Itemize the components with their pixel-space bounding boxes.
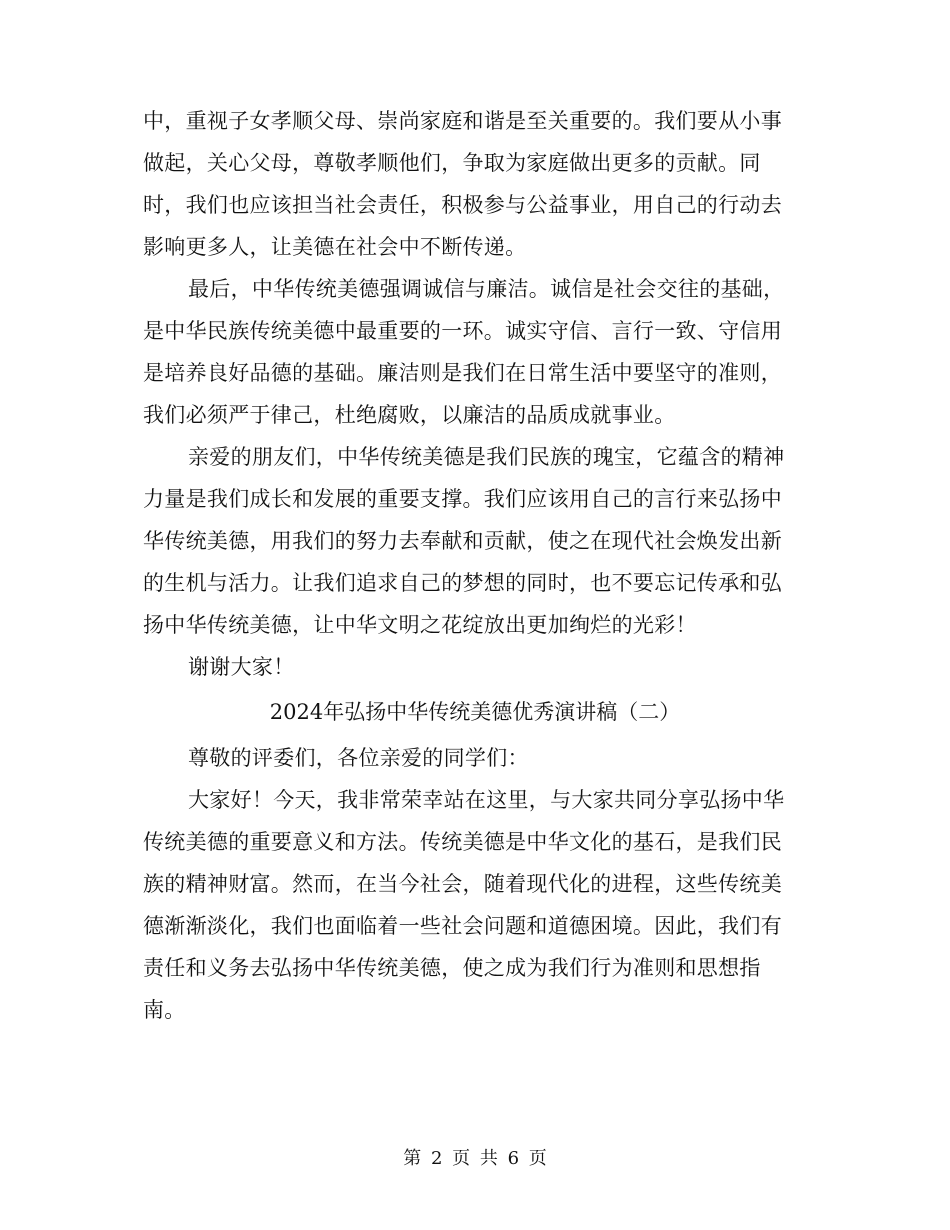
- text-line: 做起，关心父母，尊敬孝顺他们，争取为家庭做出更多的贡献。同: [143, 151, 761, 175]
- text-line: 时，我们也应该担当社会责任，积极参与公益事业，用自己的行动去: [143, 193, 782, 217]
- text-line: 责任和义务去弘扬中华传统美德，使之成为我们行为准则和思想指: [143, 956, 761, 980]
- text-line: 传统美德的重要意义和方法。传统美德是中华文化的基石，是我们民: [143, 830, 782, 854]
- section-title: 2024年弘扬中华传统美德优秀演讲稿（二）: [269, 700, 681, 724]
- text-line: 的生机与活力。让我们追求自己的梦想的同时，也不要忘记传承和弘: [143, 571, 782, 595]
- closing-line: 谢谢大家！: [188, 655, 295, 679]
- text-line: 是中华民族传统美德中最重要的一环。诚实守信、言行一致、守信用: [143, 319, 782, 343]
- text-line: 族的精神财富。然而，在当今社会，随着现代化的进程，这些传统美: [143, 872, 782, 896]
- text-line: 扬中华传统美德，让中华文明之花绽放出更加绚烂的光彩！: [143, 613, 697, 637]
- text-line: 影响更多人，让美德在社会中不断传递。: [143, 235, 527, 259]
- text-line: 华传统美德，用我们的努力去奉献和贡献，使之在现代社会焕发出新: [143, 529, 782, 553]
- text-line: 中，重视子女孝顺父母、崇尚家庭和谐是至关重要的。我们要从小事: [143, 109, 782, 133]
- paragraph-first-line: 最后，中华传统美德强调诚信与廉洁。诚信是社会交往的基础，: [188, 277, 785, 301]
- salutation: 尊敬的评委们，各位亲爱的同学们：: [188, 746, 529, 770]
- text-line: 南。: [143, 998, 186, 1022]
- text-line: 力量是我们成长和发展的重要支撑。我们应该用自己的言行来弘扬中: [143, 487, 782, 511]
- text-line: 是培养良好品德的基础。廉洁则是我们在日常生活中要坚守的准则，: [143, 361, 782, 385]
- text-line: 我们必须严于律己，杜绝腐败，以廉洁的品质成就事业。: [143, 403, 676, 427]
- paragraph-first-line: 亲爱的朋友们，中华传统美德是我们民族的瑰宝，它蕴含的精神: [188, 445, 785, 469]
- text-line: 德渐渐淡化，我们也面临着一些社会问题和道德困境。因此，我们有: [143, 914, 782, 938]
- page-number-footer: 第 2 页 共 6 页: [403, 1148, 547, 1169]
- paragraph-first-line: 大家好！今天，我非常荣幸站在这里，与大家共同分享弘扬中华: [188, 788, 785, 812]
